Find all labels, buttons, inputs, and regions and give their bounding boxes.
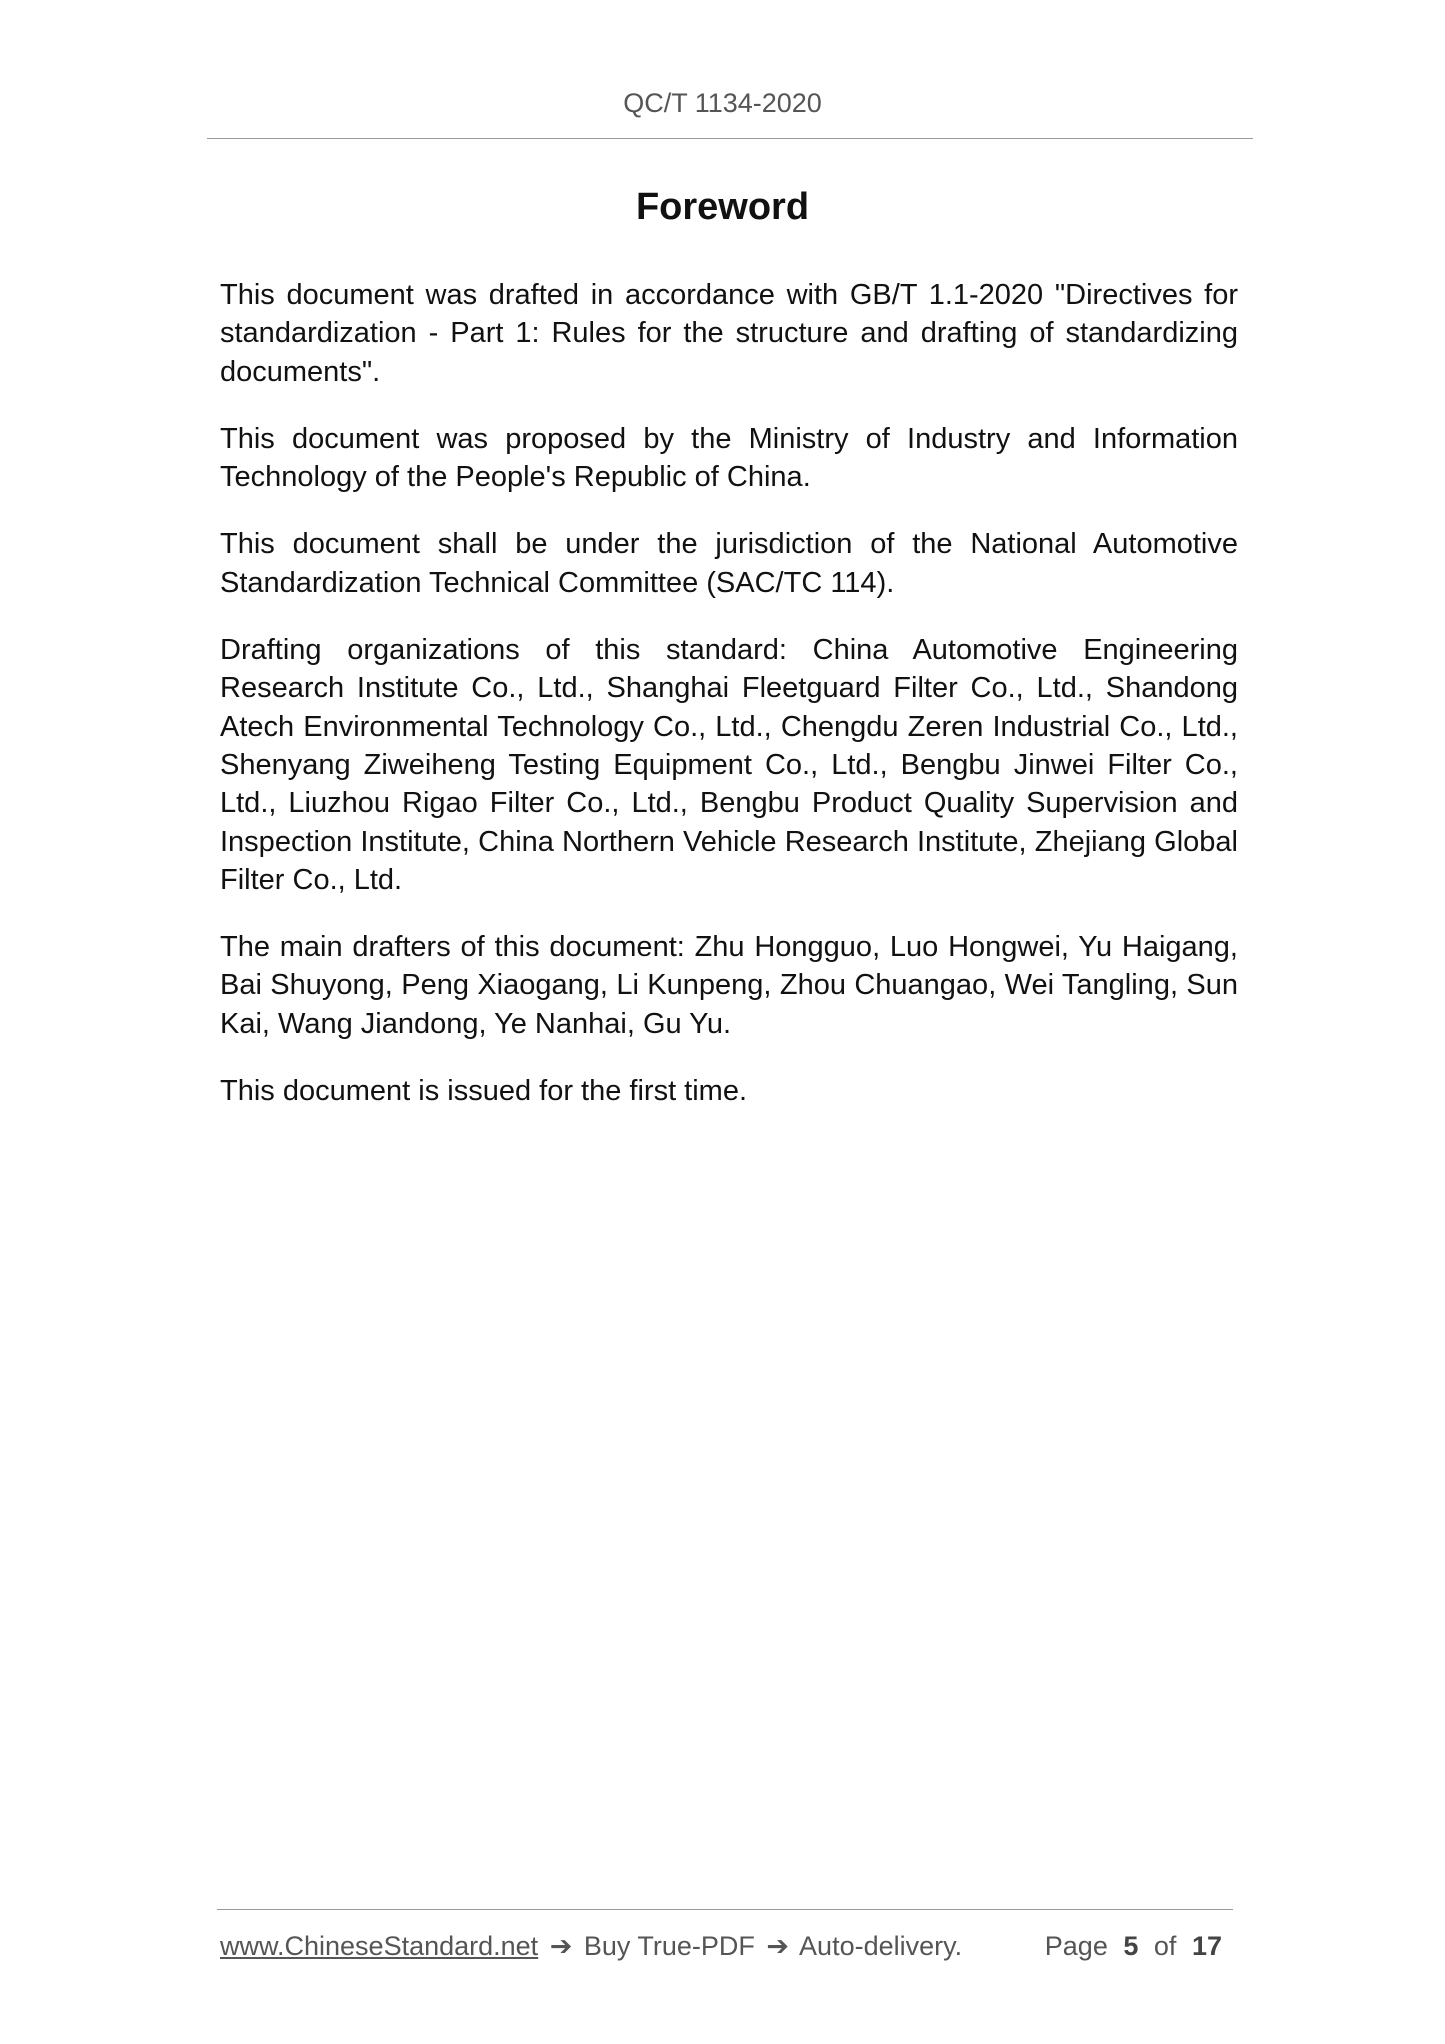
arrow-right-icon: ➔ (766, 1931, 790, 1961)
page-current: 5 (1123, 1931, 1139, 1961)
page-label: Page (1044, 1931, 1108, 1961)
document-code-header: QC/T 1134-2020 (623, 88, 822, 118)
paragraph-drafting-organizations: Drafting organizations of this standard: China Automotive Engineering Research Institute Co., Ltd., Shanghai Fleetguard Filter Co., Ltd., Shandong Atech Environmental Technology Co., Ltd., Chengdu Zeren Industrial Co., Ltd., Shenyang Ziweiheng Testing Equipment Co., Ltd., Bengbu Jinwei Filter Co., Ltd., Liuzhou Rigao Filter Co., Ltd., Bengbu Product Quality Supervision and Inspection Institute, China Northern Vehicle Research Institute, Zhejiang Global Filter Co., Ltd. (220, 634, 1238, 896)
page-number (1045, 1931, 1230, 1962)
page-of: of (1153, 1931, 1177, 1961)
arrow-right-icon: ➔ (549, 1931, 573, 1961)
page-total: 17 (1191, 1931, 1222, 1961)
page-title: Foreword (635, 186, 810, 228)
paragraph-main-drafters: The main drafters of this document: Zhu Hongguo, Luo Hongwei, Yu Haigang, Bai Shuyong, Peng Xiaogang, Li Kunpeng, Zhou Chuangao, Wei Tangling, Sun Kai, Wang Jiandong, Ye Nanhai, Gu Yu. (220, 931, 1238, 1040)
document-body (220, 276, 1238, 1139)
footer-step-delivery: Auto-delivery. (799, 1931, 963, 1961)
page-footer (220, 1931, 1230, 1962)
paragraph-jurisdiction: This document shall be under the jurisdiction of the National Automotive Standardization Technical Committee (SAC/TC 114). (220, 528, 1238, 599)
footer-divider (217, 1909, 1233, 1910)
website-link[interactable]: www.ChineseStandard.net (220, 1931, 539, 1961)
paragraph-first-issue: This document is issued for the first time. (220, 1075, 748, 1108)
paragraph-drafting-rules: This document was drafted in accordance with GB/T 1.1-2020 "Directives for standardization - Part 1: Rules for the structure and drafting of standardizing documents". (220, 279, 1238, 388)
header-divider (207, 138, 1253, 139)
paragraph-proposer: This document was proposed by the Ministry of Industry and Information Technology of the People's Republic of China. (220, 422, 1238, 494)
footer-step-buy: Buy True-PDF (583, 1931, 755, 1961)
